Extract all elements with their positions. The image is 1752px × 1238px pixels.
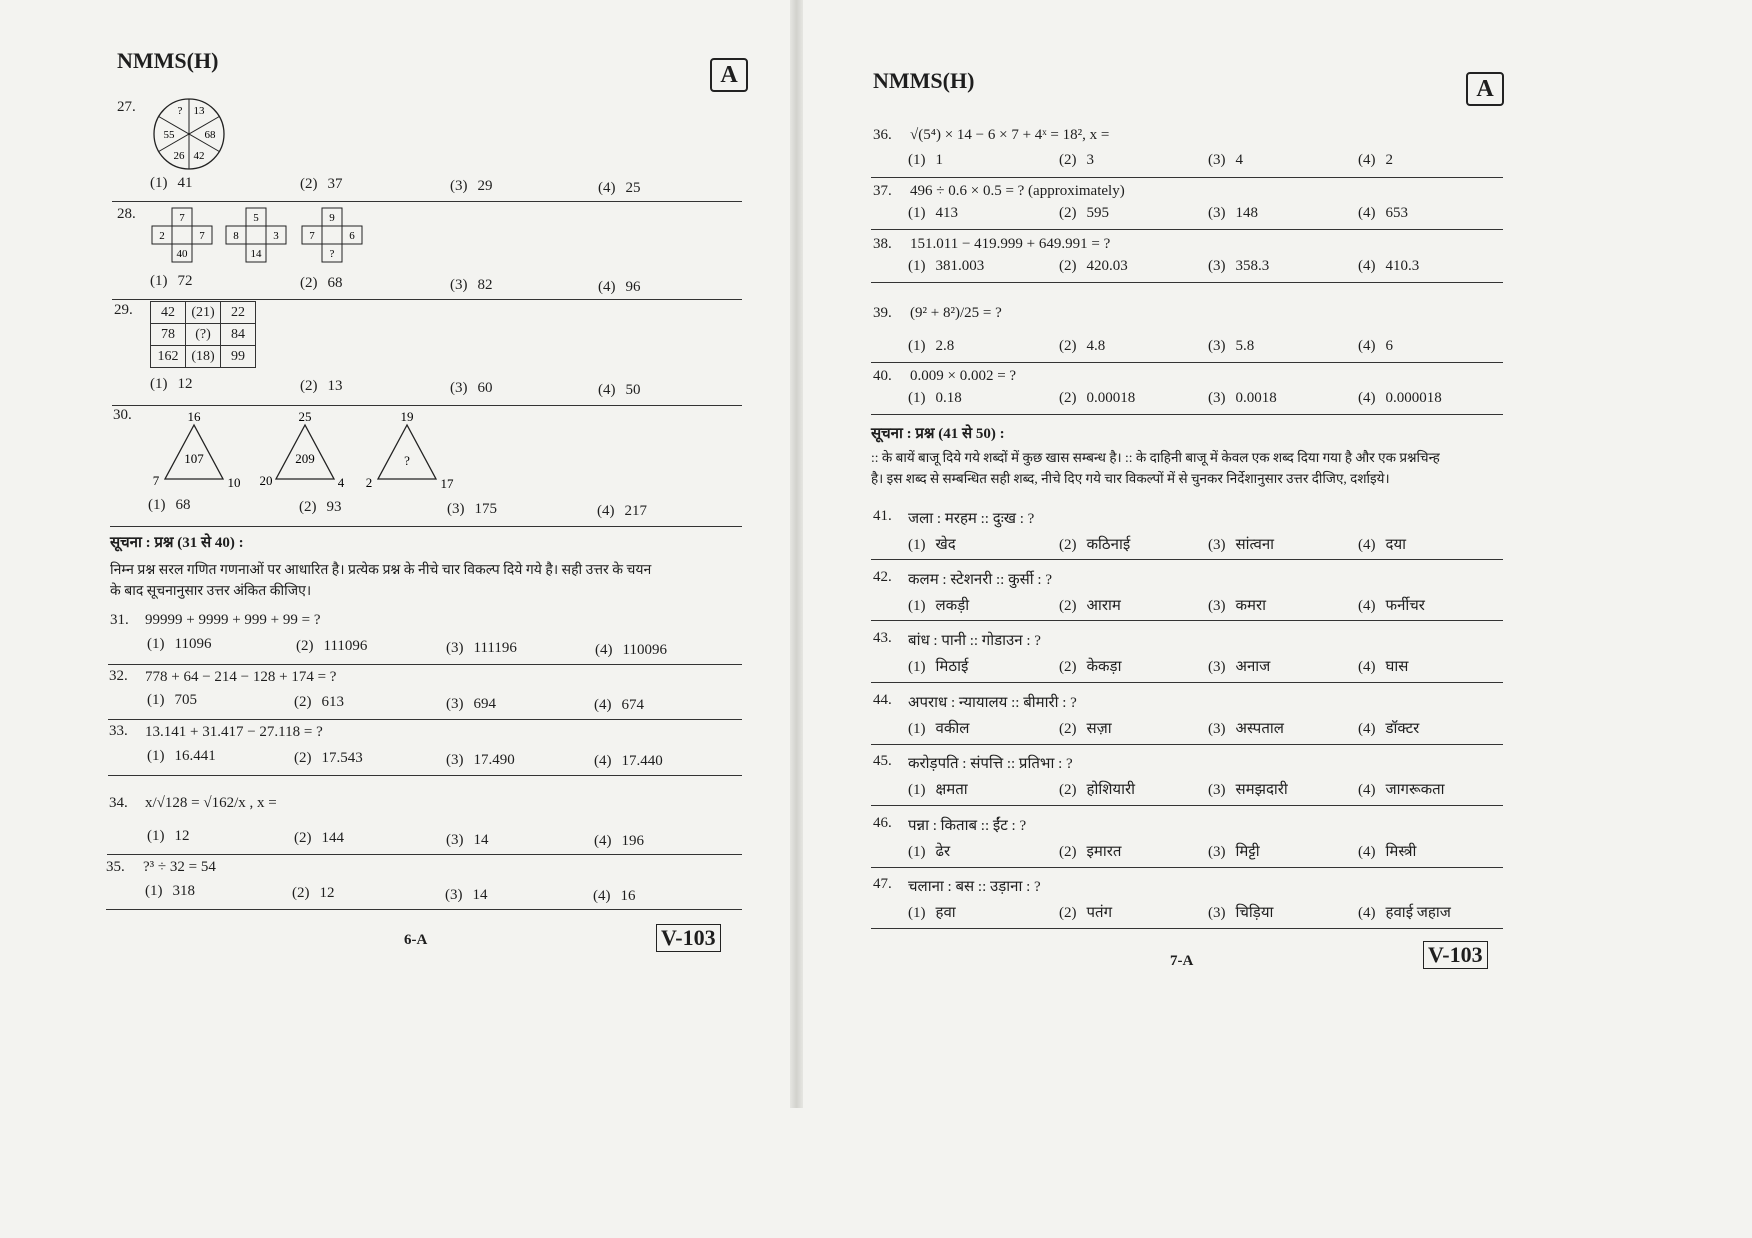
exam-header: NMMS(H)	[873, 68, 975, 93]
question-number: 37.	[873, 183, 892, 199]
triangle-label: ?	[404, 453, 410, 468]
option-4: (4) 96	[598, 279, 641, 295]
option-1: (1) मिठाई	[908, 659, 969, 675]
option-2: (2) होशियारी	[1059, 782, 1136, 798]
option-1: (1) 705	[147, 692, 197, 708]
option-4: (4) 16	[593, 888, 636, 904]
option-1: (1) 12	[150, 376, 193, 392]
instruction-line: :: के बायें बाजू दिये गये शब्दों में कुछ खास सम्बन्ध है। :: के दाहिनी बाजू में केवल एक शब्द दिया गया है और एक प्रश्नचिन्ह	[871, 450, 1440, 465]
option-2: (2) कठिनाई	[1059, 537, 1131, 553]
instruction-line: है। इस शब्द से सम्बन्धित सही शब्द, नीचे दिए गये चार विकल्पों में से चुनकर निर्देशानुसार उत्तर दीजिए, दर्शाइये।	[871, 471, 1390, 486]
option-3: (3) सांत्वना	[1208, 537, 1275, 553]
option-1: (1) 11096	[147, 636, 212, 652]
separator-line	[110, 526, 742, 527]
option-3: (3) 148	[1208, 205, 1258, 221]
separator-line	[871, 620, 1503, 621]
cross-label: 5	[253, 212, 259, 224]
question-text: जला : मरहम :: दुःख : ?	[908, 511, 1035, 527]
option-4: (4) 25	[598, 180, 641, 196]
separator-line	[112, 299, 742, 300]
number-wheel-figure	[150, 95, 228, 173]
wheel-label: 26	[173, 150, 185, 162]
option-2: (2) 0.00018	[1059, 390, 1136, 406]
separator-line	[871, 229, 1503, 230]
page-number: 6-A	[404, 932, 428, 948]
triangle-label: 25	[298, 409, 312, 424]
option-1: (1) 1	[908, 152, 943, 168]
option-3: (3) 4	[1208, 152, 1243, 168]
option-1: (1) 41	[150, 175, 193, 191]
option-4: (4) जागरूकता	[1358, 782, 1445, 798]
question-number: 46.	[873, 815, 892, 831]
option-3: (3) 29	[450, 178, 493, 194]
option-4: (4) 217	[597, 503, 647, 519]
number-triangles-figure	[145, 405, 465, 493]
exam-header: NMMS(H)	[117, 48, 219, 73]
cross-label: 9	[329, 212, 335, 224]
triangle-label: 209	[295, 451, 315, 466]
separator-line	[871, 177, 1503, 178]
set-code-badge: A	[710, 58, 748, 92]
triangle-label: 2	[365, 475, 373, 490]
option-1: (1) 16.441	[147, 748, 216, 764]
question-text: 151.011 − 419.999 + 649.991 = ?	[910, 236, 1111, 252]
option-2: (2) 111096	[296, 638, 368, 654]
option-1: (1) 413	[908, 205, 958, 221]
question-number: 40.	[873, 368, 892, 384]
instruction-line: के बाद सूचनानुसार उत्तर अंकित कीजिए।	[110, 584, 312, 599]
triangle-label: 7	[152, 473, 160, 488]
wheel-label: 42	[193, 150, 205, 162]
option-4: (4) 50	[598, 382, 641, 398]
booklet-code: V-103	[656, 924, 721, 952]
question-text: अपराध : न्यायालय :: बीमारी : ?	[908, 695, 1077, 711]
cross-label: 7	[199, 230, 205, 242]
option-4: (4) दया	[1358, 537, 1407, 553]
option-3: (3) चिड़िया	[1208, 905, 1274, 921]
option-1: (1) लकड़ी	[908, 598, 970, 614]
separator-line	[108, 775, 742, 776]
separator-line	[112, 201, 742, 202]
question-text: पन्ना : किताब :: ईंट : ?	[908, 818, 1027, 834]
option-2: (2) 4.8	[1059, 338, 1106, 354]
triangle-label: 10	[227, 475, 241, 490]
option-2: (2) 3	[1059, 152, 1094, 168]
cross-label: 2	[159, 230, 165, 242]
question-text: 13.141 + 31.417 − 27.118 = ?	[145, 724, 323, 740]
option-4: (4) 110096	[595, 642, 667, 658]
option-2: (2) आराम	[1059, 598, 1121, 614]
question-text: 99999 + 9999 + 999 + 99 = ?	[145, 612, 321, 628]
option-2: (2) 595	[1059, 205, 1109, 221]
option-2: (2) 68	[300, 275, 343, 291]
option-4: (4) 2	[1358, 152, 1393, 168]
cross-label: 7	[179, 212, 185, 224]
question-text: √(5⁴) × 14 − 6 × 7 + 4ˣ = 18², x =	[910, 127, 1110, 143]
option-1: (1) 381.003	[908, 258, 985, 274]
option-3: (3) 82	[450, 277, 493, 293]
question-number: 47.	[873, 876, 892, 892]
option-1: (1) 318	[145, 883, 195, 899]
question-number: 28.	[117, 206, 136, 222]
question-number: 33.	[109, 723, 128, 739]
option-3: (3) 358.3	[1208, 258, 1270, 274]
option-3: (3) 14	[445, 887, 488, 903]
question-text: बांध : पानी :: गोडाउन : ?	[908, 633, 1041, 649]
option-4: (4) घास	[1358, 659, 1409, 675]
question-text: 0.009 × 0.002 = ?	[910, 368, 1017, 384]
question-number: 36.	[873, 127, 892, 143]
separator-line	[107, 854, 742, 855]
option-3: (3) 111196	[446, 640, 517, 656]
question-text: चलाना : बस :: उड़ाना : ?	[908, 879, 1041, 895]
cross-label: 7	[309, 230, 315, 242]
separator-line	[871, 928, 1503, 929]
option-2: (2) 13	[300, 378, 343, 394]
triangle-label: 16	[187, 409, 201, 424]
option-4: (4) 674	[594, 697, 644, 713]
option-2: (2) सज़ा	[1059, 721, 1112, 737]
question-number: 29.	[114, 302, 133, 318]
option-2: (2) इमारत	[1059, 844, 1122, 860]
grid-cell: 84	[221, 324, 256, 346]
question-number: 30.	[113, 407, 132, 423]
triangle-label: 19	[400, 409, 414, 424]
cross-label: 6	[349, 230, 355, 242]
separator-line	[871, 362, 1503, 363]
question-number: 39.	[873, 305, 892, 321]
grid-cell: 42	[151, 302, 186, 324]
cross-label: ?	[329, 248, 335, 260]
separator-line	[871, 682, 1503, 683]
wheel-label: 68	[204, 129, 216, 141]
question-number: 41.	[873, 508, 892, 524]
question-number: 45.	[873, 753, 892, 769]
option-4: (4) 0.000018	[1358, 390, 1442, 406]
question-number: 31.	[110, 612, 129, 628]
grid-cell: 22	[221, 302, 256, 324]
cross-label: 40	[176, 248, 188, 260]
separator-line	[871, 805, 1503, 806]
question-text: x/√128 = √162/x , x =	[145, 795, 277, 811]
cross-label: 14	[250, 248, 262, 260]
question-text: (9² + 8²)/25 = ?	[910, 305, 1002, 321]
section-title: सूचना : प्रश्न (41 से 50) :	[871, 426, 1005, 442]
option-3: (3) 17.490	[446, 752, 515, 768]
question-number: 27.	[117, 99, 136, 115]
question-number: 35.	[106, 859, 125, 875]
option-2: (2) 37	[300, 176, 343, 192]
separator-line	[871, 414, 1503, 415]
number-grid-figure	[150, 301, 256, 368]
number-crosses-figure	[148, 206, 368, 264]
triangle-label: 17	[440, 476, 454, 491]
cross-label: 8	[233, 230, 239, 242]
question-text: ?³ ÷ 32 = 54	[143, 859, 216, 875]
question-number: 44.	[873, 692, 892, 708]
option-3: (3) 5.8	[1208, 338, 1255, 354]
question-text: 778 + 64 − 214 − 128 + 174 = ?	[145, 669, 337, 685]
separator-line	[108, 719, 742, 720]
separator-line	[106, 909, 742, 910]
question-number: 43.	[873, 630, 892, 646]
grid-cell: 99	[221, 346, 256, 368]
option-4: (4) मिस्त्री	[1358, 844, 1417, 860]
option-3: (3) समझदारी	[1208, 782, 1288, 798]
option-3: (3) मिट्टी	[1208, 844, 1260, 860]
booklet-code: V-103	[1423, 941, 1488, 969]
option-2: (2) 93	[299, 499, 342, 515]
option-3: (3) अनाज	[1208, 659, 1271, 675]
option-2: (2) 420.03	[1059, 258, 1128, 274]
grid-cell: 162	[151, 346, 186, 368]
wheel-label: 13	[193, 105, 205, 117]
separator-line	[871, 282, 1503, 283]
option-2: (2) केकड़ा	[1059, 659, 1122, 675]
grid-cell: (?)	[186, 324, 221, 346]
option-4: (4) 196	[594, 833, 644, 849]
question-number: 42.	[873, 569, 892, 585]
option-4: (4) हवाई जहाज	[1358, 905, 1451, 921]
wheel-label: ?	[177, 105, 183, 117]
section-instructions	[110, 560, 745, 602]
question-number: 34.	[109, 795, 128, 811]
option-4: (4) 6	[1358, 338, 1393, 354]
separator-line	[871, 744, 1503, 745]
option-1: (1) 2.8	[908, 338, 955, 354]
option-4: (4) 653	[1358, 205, 1408, 221]
option-3: (3) 60	[450, 380, 493, 396]
page-number: 7-A	[1170, 953, 1194, 969]
option-3: (3) कमरा	[1208, 598, 1267, 614]
option-4: (4) फर्नीचर	[1358, 598, 1425, 614]
triangle-label: 20	[259, 473, 273, 488]
option-4: (4) 410.3	[1358, 258, 1420, 274]
set-code-badge: A	[1466, 72, 1504, 106]
instruction-line: निम्न प्रश्न सरल गणित गणनाओं पर आधारित है। प्रत्येक प्रश्न के नीचे चार विकल्प दिये गये है। सही उत्तर के चयन	[110, 563, 652, 578]
option-1: (1) 68	[148, 497, 191, 513]
triangle-label: 4	[337, 475, 345, 490]
separator-line	[871, 559, 1503, 560]
option-1: (1) 72	[150, 273, 193, 289]
option-1: (1) 12	[147, 828, 190, 844]
option-2: (2) 144	[294, 830, 344, 846]
option-1: (1) हवा	[908, 905, 956, 921]
separator-line	[871, 867, 1503, 868]
option-4: (4) 17.440	[594, 753, 663, 769]
question-text: 496 ÷ 0.6 × 0.5 = ? (approximately)	[910, 183, 1125, 199]
triangle-label: 107	[184, 451, 204, 466]
option-2: (2) 12	[292, 885, 335, 901]
cross-label: 3	[273, 230, 279, 242]
grid-cell: (21)	[186, 302, 221, 324]
page-fold	[790, 0, 803, 1108]
option-1: (1) क्षमता	[908, 782, 968, 798]
separator-line	[108, 664, 742, 665]
question-text: करोड़पति : संपत्ति :: प्रतिभा : ?	[908, 756, 1073, 772]
right-page	[803, 0, 1568, 1108]
option-1: (1) 0.18	[908, 390, 962, 406]
option-2: (2) पतंग	[1059, 905, 1113, 921]
option-3: (3) अस्पताल	[1208, 721, 1284, 737]
option-2: (2) 613	[294, 694, 344, 710]
question-number: 38.	[873, 236, 892, 252]
grid-cell: 78	[151, 324, 186, 346]
option-3: (3) 0.0018	[1208, 390, 1277, 406]
section-title: सूचना : प्रश्न (31 से 40) :	[110, 535, 244, 551]
question-text: कलम : स्टेशनरी :: कुर्सी : ?	[908, 572, 1052, 588]
option-3: (3) 694	[446, 696, 496, 712]
option-1: (1) वकील	[908, 721, 970, 737]
option-2: (2) 17.543	[294, 750, 363, 766]
section-instructions	[871, 447, 1506, 489]
wheel-label: 55	[163, 129, 175, 141]
option-4: (4) डॉक्टर	[1358, 721, 1420, 737]
option-3: (3) 175	[447, 501, 497, 517]
option-1: (1) ढेर	[908, 844, 951, 860]
grid-cell: (18)	[186, 346, 221, 368]
option-3: (3) 14	[446, 832, 489, 848]
question-number: 32.	[109, 668, 128, 684]
option-1: (1) खेद	[908, 537, 956, 553]
left-page	[0, 0, 790, 1108]
